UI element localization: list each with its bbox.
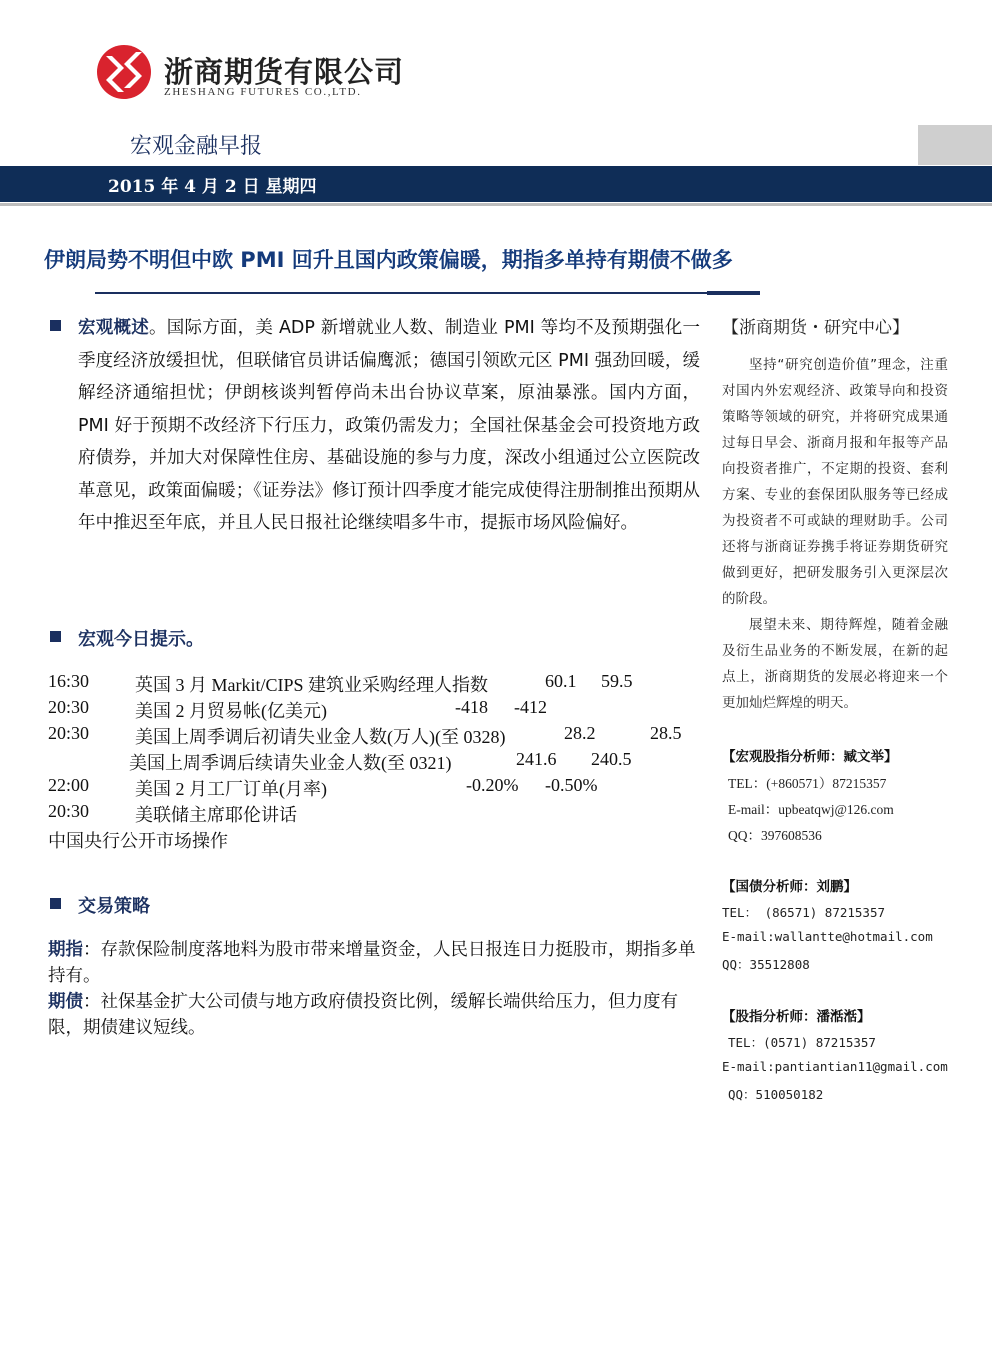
date-bar-underline — [0, 203, 992, 206]
calendar-row — [48, 723, 698, 749]
strategy-item — [48, 937, 698, 989]
calendar-event: 美国 2 月贸易帐(亿美元) — [135, 701, 327, 721]
calendar-value: 59.5 — [601, 671, 633, 691]
overview-title: 宏观概述 — [78, 318, 149, 338]
sidebar-intro — [722, 352, 948, 716]
calendar-time: 20:30 — [48, 697, 90, 717]
calendar-value: 28.2 — [564, 723, 596, 743]
strategy-item — [48, 989, 698, 1041]
calendar-value: -0.50% — [545, 775, 598, 795]
calendar-row — [48, 827, 698, 853]
macro-overview — [78, 312, 700, 540]
analyst-title: 【国债分析师：刘鹏】 — [722, 879, 857, 895]
bullet-icon — [50, 631, 61, 642]
calendar-event: 美国上周季调后初请失业金人数(万人)(至 0328) — [135, 727, 506, 747]
calendar-value: 240.5 — [591, 749, 632, 769]
company-name-en: ZHESHANG FUTURES CO.,LTD. — [164, 86, 362, 98]
strategy-label: 期指 — [48, 940, 83, 960]
headline-rule-accent — [707, 291, 760, 295]
calendar-value: 60.1 — [545, 671, 577, 691]
analyst-tel: TEL： (86571) 87215357 — [722, 905, 886, 920]
calendar-row — [48, 671, 698, 697]
calendar-time: 20:30 — [48, 723, 90, 743]
today-title: 宏观今日提示。 — [78, 629, 204, 650]
report-name: 宏观金融早报 — [130, 134, 263, 159]
analyst-email[interactable]: E-mail：upbeatqwj@126.com — [728, 802, 894, 817]
report-date: 2015 年 4 月 2 日 星期四 — [108, 177, 317, 197]
calendar-event: 美国上周季调后续请失业金人数(至 0321) — [129, 753, 452, 773]
pboc-operation: 中国央行公开市场操作 — [48, 831, 228, 851]
analyst-tel: TEL：(+860571）87215357 — [728, 776, 887, 791]
analyst-qq: QQ：510050182 — [728, 1087, 824, 1102]
company-name-cn: 浙商期货有限公司 — [164, 55, 405, 89]
bullet-icon — [50, 898, 61, 909]
calendar-value: 241.6 — [516, 749, 557, 769]
header-gray-block — [918, 125, 992, 165]
strategy-title: 交易策略 — [78, 896, 150, 917]
analyst-email[interactable]: E-mail:wallantte@hotmail.com — [722, 929, 933, 944]
calendar-value: -412 — [514, 697, 547, 717]
calendar-row — [48, 749, 698, 775]
analyst-email[interactable]: E-mail:pantiantian11@gmail.com — [722, 1059, 948, 1074]
calendar-time: 20:30 — [48, 801, 90, 821]
analyst-qq: QQ：397608536 — [728, 828, 822, 843]
sidebar-title: 【浙商期货・研究中心】 — [722, 318, 909, 338]
calendar-row — [48, 775, 698, 801]
calendar-row — [48, 697, 698, 723]
calendar-event: 美联储主席耶伦讲话 — [135, 805, 297, 825]
strategy-text: ：社保基金扩大公司债与地方政府债投资比例，缓解长端供给压力，但力度有限，期债建议短线。 — [48, 992, 678, 1038]
overview-text: 。国际方面，美 ADP 新增就业人数、制造业 PMI 等均不及预期强化一季度经济放缓担忧，但联储官员讲话偏鹰派；德国引领欧元区 PMI 强劲回暖，缓解经济通缩担忧；伊朗核谈判暂停尚未出台协议草案，原油暴涨。国内方面，PMI 好于预期不改经济下行压力，政策仍需发力；全国社保基金会可投资地方政府债券，并加大对保障性住房、基础设施的参与力度，深改小组通过公立医院改革意见，政策面偏暖；《证券法》修订预计四季度才能完成使得注册制推出预期从年中推迟至年底，并且人民日报社论继续唱多牛市，提振市场风险偏好。 — [78, 318, 701, 533]
calendar-value: 28.5 — [650, 723, 682, 743]
calendar-event: 英国 3 月 Markit/CIPS 建筑业采购经理人指数 — [135, 675, 489, 695]
analyst-title: 【股指分析师：潘湉湉】 — [722, 1009, 871, 1025]
sidebar-intro-paragraph: 坚持“研究创造价值”理念，注重对国内外宏观经济、政策导向和投资策略等领域的研究，并将研究成果通过每日早会、浙商月报和年报等产品向投资者推广，不定期的投资、套利方案、专业的套保团队服务等已经成为投资者不可或缺的理财助手。公司还将与浙商证券携手将证券期货研究做到更好，把研发服务引入更深层次的阶段。 — [722, 357, 948, 607]
strategy-label: 期债 — [48, 992, 83, 1012]
headline: 伊朗局势不明但中欧 PMI 回升且国内政策偏暖，期指多单持有期债不做多 — [44, 248, 733, 272]
calendar-time: 16:30 — [48, 671, 90, 691]
calendar-row — [48, 801, 698, 827]
company-logo-icon — [96, 44, 152, 100]
calendar-event: 美国 2 月工厂订单(月率) — [135, 779, 327, 799]
headline-rule — [95, 292, 707, 294]
calendar-value: -0.20% — [466, 775, 519, 795]
analyst-qq: QQ：35512808 — [722, 957, 810, 972]
calendar-time: 22:00 — [48, 775, 90, 795]
bullet-icon — [50, 320, 61, 331]
analyst-title: 【宏观股指分析师：臧文举】 — [722, 749, 898, 765]
strategy-text: ：存款保险制度落地料为股市带来增量资金，人民日报连日力挺股市，期指多单持有。 — [48, 940, 696, 986]
sidebar-intro-paragraph: 展望未来、期待辉煌，随着金融及衍生品业务的不断发展，在新的起点上，浙商期货的发展必将迎来一个更加灿烂辉煌的明天。 — [722, 617, 948, 711]
analyst-tel: TEL：(0571) 87215357 — [728, 1035, 876, 1050]
calendar-value: -418 — [455, 697, 488, 717]
